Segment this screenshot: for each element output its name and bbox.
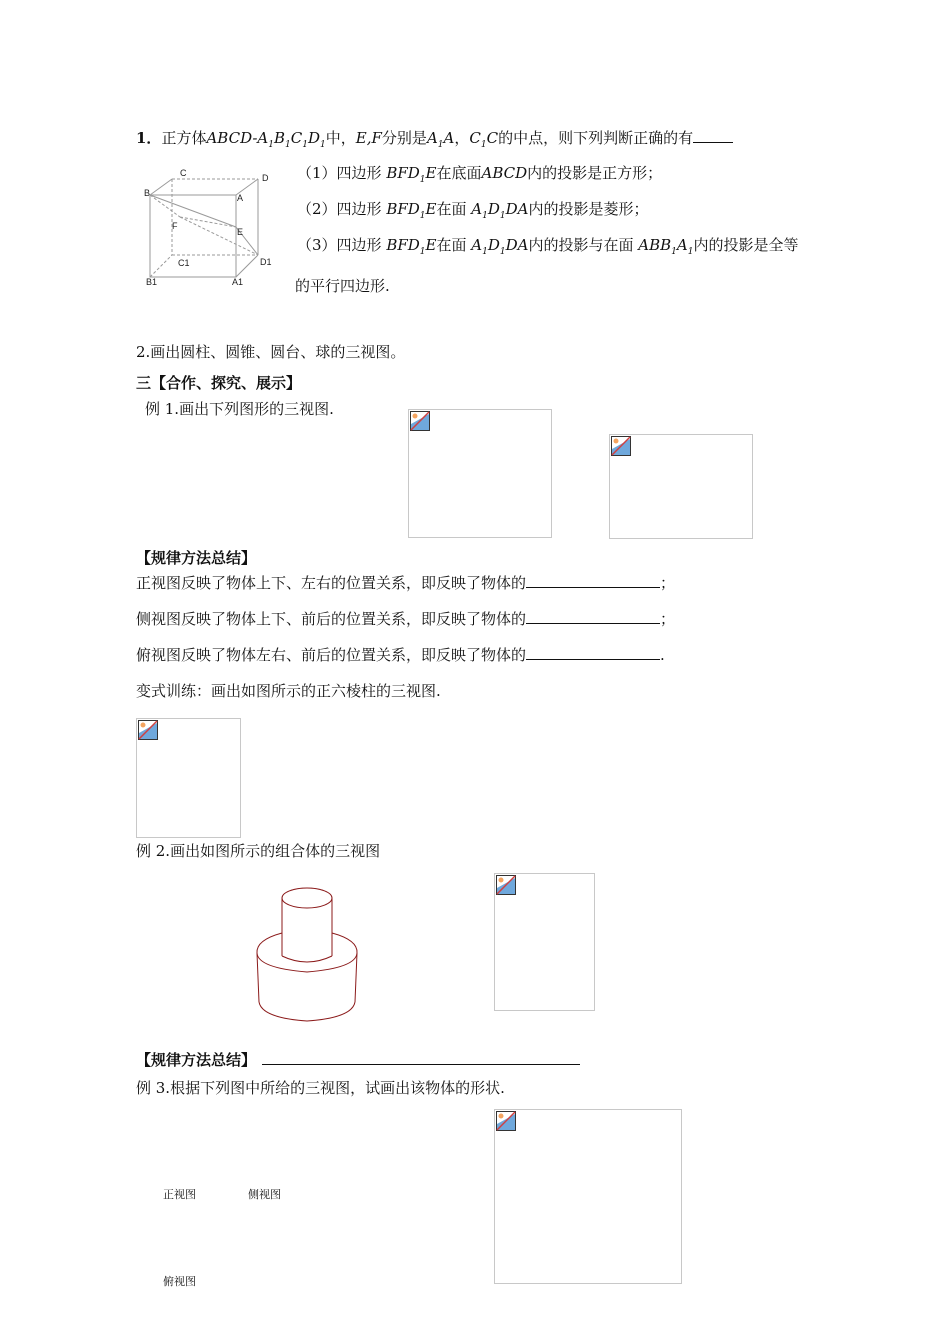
image-placeholder [609,434,753,539]
cube-label-d1: D1 [260,257,272,267]
answer-blank[interactable] [526,609,660,624]
summary-2 [136,1050,580,1070]
q1-answer-blank[interactable] [693,128,733,143]
broken-image-icon [496,1111,516,1131]
item-text: （2）四边形 [297,200,382,218]
item-text: 内的投影与在面 [528,236,634,254]
answer-blank[interactable] [526,645,660,660]
punctuation: ； [660,574,676,592]
cube-label-c1: C1 [178,258,190,268]
top-view-label: 俯视图 [163,1276,196,1288]
q2-question: 2.画出圆柱、圆锥、圆台、球的三视图。 [136,343,406,361]
punctuation: ； [660,610,676,628]
cube-label-b1: B1 [146,277,158,287]
image-placeholder [494,873,595,1011]
example-3: 例 3.根据下列图中所给的三视图，试画出该物体的形状. [136,1079,505,1097]
item-text: 内的投影是全等 [693,236,799,254]
composite-solid-figure [250,880,365,1025]
example-1: 例 1.画出下列图形的三视图. [145,400,334,418]
item-text: 在底面 [436,164,482,182]
image-placeholder [408,409,552,538]
item-text: （3）四边形 [297,236,382,254]
section-3-heading: 三【合作、探究、展示】 [136,374,302,392]
q1-text: 中， [325,129,356,147]
example-2: 例 2.画出如图所示的组合体的三视图 [136,842,381,860]
q1-item-3: （3）四边形 $BFD_1E$在面 $A_1D_1DA$内的投影与在面 $ABB_1A_1$内的投影是全等 [297,236,799,257]
q1-text: ， [454,129,470,147]
side-view-label: 侧视图 [248,1189,281,1201]
cube-label-e: E [237,227,244,237]
broken-image-icon [496,875,516,895]
summary-text: 正视图反映了物体上下、左右的位置关系，即反映了物体的 [136,574,527,592]
punctuation: . [660,646,665,664]
answer-blank[interactable] [262,1050,580,1065]
cube-label-a: A [237,193,244,203]
summary-text: 俯视图反映了物体左右、前后的位置关系，即反映了物体的 [136,646,527,664]
q1-question: 1．正方体ABCD-$A_1B_1C_1D_1$中，E,F分别是$A_1A$，$C_1C$的中点，则下列判断正确的有 [136,128,733,155]
cube-label-c: C [180,168,187,178]
q1-text: 分别是 [381,129,427,147]
cube-label-a1: A1 [232,277,244,287]
image-placeholder [136,718,241,838]
cube-label-d: D [262,173,269,183]
q1-text: 的中点，则下列判断正确的有 [498,129,694,147]
item-text: 在面 [436,236,467,254]
summary-side-view [136,609,675,629]
answer-blank[interactable] [526,573,660,588]
item-text: 内的投影是正方形； [527,164,663,182]
broken-image-icon [611,436,631,456]
q1-item-1: （1）四边形 $BFD_1E$在底面ABCD内的投影是正方形； [297,164,663,185]
item-text: 在面 [436,200,467,218]
front-view-label: 正视图 [163,1189,196,1201]
q1-number: 1． [136,129,162,147]
cube-label-f: F [172,221,178,231]
cube-figure [140,165,275,287]
item-text: 内的投影是菱形； [528,200,649,218]
q1-text: 正方体 [161,129,207,147]
summary-front-view [136,573,675,593]
summary-top-view [136,645,665,665]
item-text: （1）四边形 [297,164,382,182]
summary-text: 侧视图反映了物体上下、前后的位置关系，即反映了物体的 [136,610,527,628]
broken-image-icon [138,720,158,740]
image-placeholder [494,1109,682,1284]
broken-image-icon [410,411,430,431]
summary-2-title: 【规律方法总结】 [136,1051,257,1069]
summary-title: 【规律方法总结】 [136,549,257,567]
q1-item-2: （2）四边形 $BFD_1E$在面 $A_1D_1DA$内的投影是菱形； [297,200,649,221]
q1-item-3-continued: 的平行四边形. [295,277,390,295]
variant-exercise: 变式训练：画出如图所示的正六棱柱的三视图. [136,682,441,700]
cube-label-b: B [144,188,151,198]
